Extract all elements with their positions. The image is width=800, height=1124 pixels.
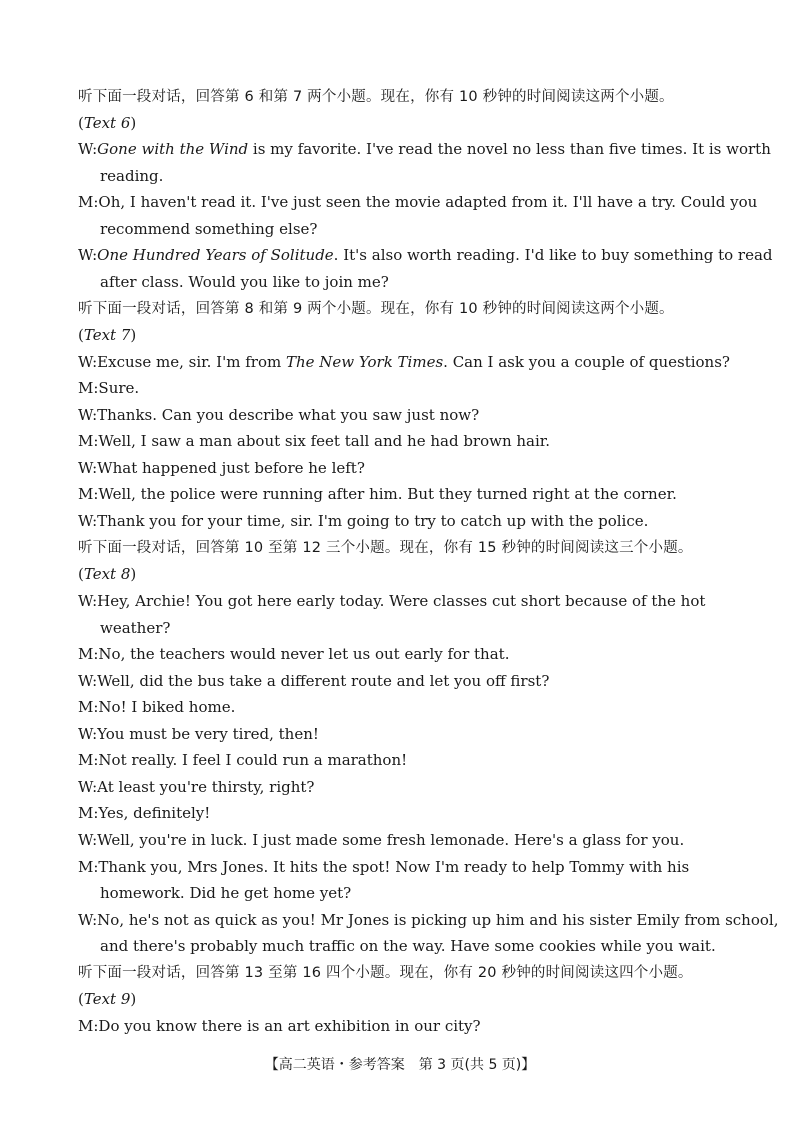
dialogue-line: W:What happened just before he left? <box>78 459 365 477</box>
dialogue-line: W:Well, did the bus take a different route and let you off first? <box>78 672 550 690</box>
section-label: (Text 7) <box>78 326 137 344</box>
dialogue-line: M:Thank you, Mrs Jones. It hits the spot! Now I'm ready to help Tommy with his <box>78 858 690 876</box>
dialogue-line: W:Well, you're in luck. I just made some fresh lemonade. Here's a glass for you. <box>78 831 685 849</box>
footer-page-number: 第 3 页(共 5 页)】 <box>418 1057 536 1073</box>
dialogue-line: M:Not really. I feel I could run a marathon! <box>78 751 408 769</box>
section-label: (Text 8) <box>78 565 137 583</box>
section-label-text: Text 8 <box>83 565 131 583</box>
dialogue-line: W:No, he's not as quick as you! Mr Jones is picking up him and his sister Emily from school, <box>78 911 779 929</box>
dialogue-line-cont: and there's probably much traffic on the way. Have some cookies while you wait. <box>100 937 716 955</box>
dialogue-line: W:Thanks. Can you describe what you saw just now? <box>78 406 480 424</box>
dialogue-line: W:Excuse me, sir. I'm from The New York Times. Can I ask you a couple of questions? <box>78 353 730 371</box>
dialogue-line: M:No! I biked home. <box>78 698 236 716</box>
dialogue-line: M:No, the teachers would never let us out early for that. <box>78 645 510 663</box>
section-label: (Text 9) <box>78 990 137 1008</box>
dialogue-line-cont: homework. Did he get home yet? <box>100 884 352 902</box>
section-label-text: Text 9 <box>83 990 131 1008</box>
dialogue-line: M:Do you know there is an art exhibition in our city? <box>78 1017 481 1035</box>
instruction-text8: 听下面一段对话，回答第 10 至第 12 三个小题。现在，你有 15 秒钟的时间阅读这三个小题。 <box>78 540 693 556</box>
dialogue-line: M:Well, I saw a man about six feet tall and he had brown hair. <box>78 432 551 450</box>
section-label: (Text 6) <box>78 114 137 132</box>
page-footer <box>0 1054 800 1074</box>
section-label-text: Text 7 <box>83 326 131 344</box>
instruction-text7: 听下面一段对话，回答第 8 和第 9 两个小题。现在，你有 10 秒钟的时间阅读这两个小题。 <box>78 301 674 317</box>
footer-subject: 【高二英语・参考答案 <box>264 1057 405 1073</box>
dialogue-line: W:You must be very tired, then! <box>78 725 319 743</box>
dialogue-line: M:Well, the police were running after him. But they turned right at the corner. <box>78 485 677 503</box>
dialogue-line: W:Thank you for your time, sir. I'm going to try to catch up with the police. <box>78 512 649 530</box>
dialogue-line: M:Oh, I haven't read it. I've just seen the movie adapted from it. I'll have a try. Could you <box>78 193 758 211</box>
dialogue-line-cont: after class. Would you like to join me? <box>100 273 389 291</box>
instruction-text6: 听下面一段对话，回答第 6 和第 7 两个小题。现在，你有 10 秒钟的时间阅读这两个小题。 <box>78 89 674 105</box>
section-label-text: Text 6 <box>83 114 131 132</box>
dialogue-line: W:One Hundred Years of Solitude. It's also worth reading. I'd like to buy something to read <box>78 246 773 264</box>
dialogue-line-cont: weather? <box>100 619 171 637</box>
dialogue-line: W:Gone with the Wind is my favorite. I've read the novel no less than five times. It is worth <box>78 140 771 158</box>
dialogue-line: W:At least you're thirsty, right? <box>78 778 315 796</box>
dialogue-line: M:Yes, definitely! <box>78 804 211 822</box>
instruction-text9: 听下面一段对话，回答第 13 至第 16 四个小题。现在，你有 20 秒钟的时间阅读这四个小题。 <box>78 965 693 981</box>
dialogue-line-cont: recommend something else? <box>100 220 318 238</box>
dialogue-line: M:Sure. <box>78 379 140 397</box>
dialogue-line-cont: reading. <box>100 167 164 185</box>
dialogue-line: W:Hey, Archie! You got here early today. Were classes cut short because of the hot <box>78 592 706 610</box>
